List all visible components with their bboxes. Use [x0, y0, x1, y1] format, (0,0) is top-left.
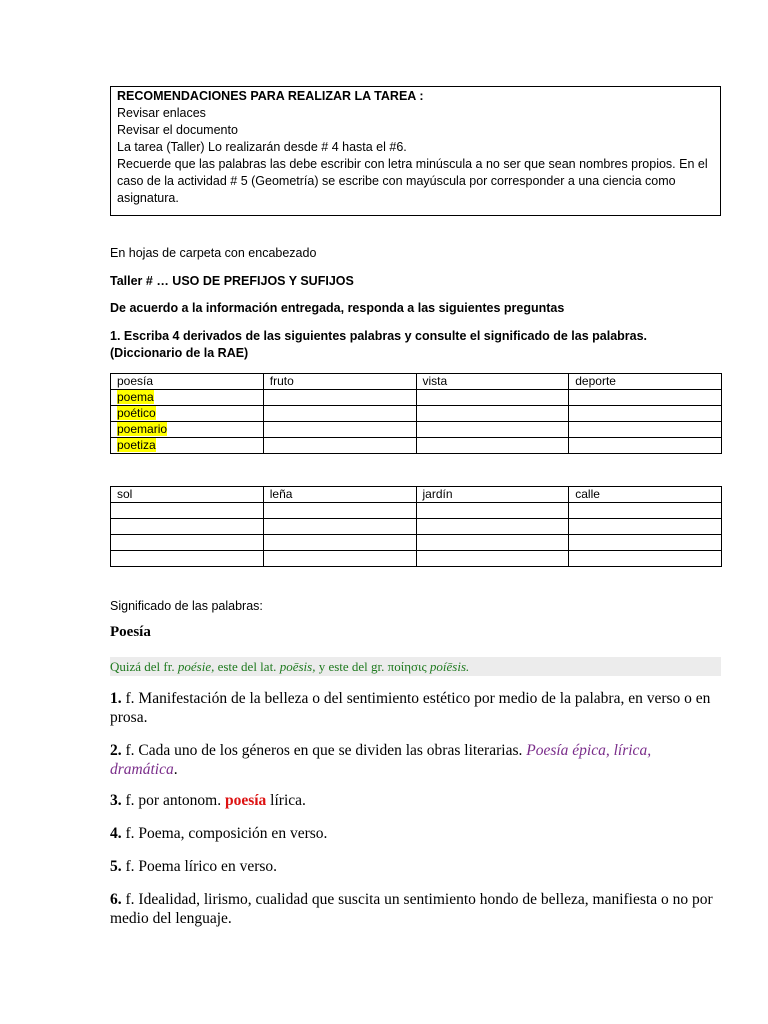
table-cell[interactable]	[111, 422, 264, 438]
table-cell[interactable]	[569, 519, 722, 535]
recommendations-box	[110, 86, 721, 216]
taller-title: Taller # … USO DE PREFIJOS Y SUFIJOS	[110, 274, 354, 288]
table-cell[interactable]	[416, 519, 569, 535]
table-header-cell: fruto	[263, 374, 416, 390]
definition-text: .	[173, 761, 178, 778]
table-cell[interactable]	[569, 551, 722, 567]
table-cell[interactable]	[569, 535, 722, 551]
table-header-cell: calle	[569, 487, 722, 503]
table-header-cell: sol	[111, 487, 264, 503]
definition-2	[110, 741, 722, 779]
table-cell[interactable]	[111, 406, 264, 422]
table-cell[interactable]	[111, 551, 264, 567]
table-header-row	[111, 487, 722, 503]
instruction-text: De acuerdo a la información entregada, responda a las siguientes preguntas	[110, 301, 565, 315]
table-cell[interactable]	[569, 438, 722, 454]
etym-text: y este del gr.	[315, 659, 388, 674]
definition-number: 5.	[110, 858, 122, 875]
table-cell[interactable]	[263, 390, 416, 406]
definition-number: 2.	[110, 742, 122, 759]
definition-number: 3.	[110, 792, 122, 809]
etym-word: poíēsis.	[426, 659, 470, 674]
table-cell[interactable]	[263, 551, 416, 567]
definition-text: f. Poema, composición en verso.	[121, 825, 328, 842]
table-header-cell: leña	[263, 487, 416, 503]
definition-1	[110, 689, 722, 727]
table-cell[interactable]	[111, 390, 264, 406]
table-header-cell: jardín	[416, 487, 569, 503]
table-cell[interactable]	[416, 422, 569, 438]
table-cell[interactable]	[263, 535, 416, 551]
etym-text: este del lat.	[214, 659, 280, 674]
table-cell[interactable]	[416, 503, 569, 519]
table-cell[interactable]	[569, 390, 722, 406]
table-cell[interactable]	[263, 519, 416, 535]
derivatives-table-1	[110, 373, 722, 454]
recommendation-item: Revisar enlaces	[117, 106, 206, 120]
definition-5	[110, 857, 722, 876]
table-row	[111, 503, 722, 519]
definition-text: f. Cada uno de los géneros en que se dividen las obras literarias.	[121, 742, 527, 759]
recommendations-heading: RECOMENDACIONES PARA REALIZAR LA TAREA :	[117, 89, 424, 103]
table-cell[interactable]	[111, 438, 264, 454]
recommendation-item: Recuerde que las palabras las debe escribir con letra minúscula a no ser que sean nombres propios. En el caso de la actividad # 5 (Geometría) se escribe con mayúscula por corresponder a una ciencia como asignatura.	[117, 157, 708, 205]
table-cell[interactable]	[263, 422, 416, 438]
table-row	[111, 390, 722, 406]
definition-example: Poesía épica, lírica, dramática	[110, 742, 652, 778]
definition-highlight: poesía	[224, 792, 267, 809]
definition-number: 6.	[110, 891, 122, 908]
table-header-cell: vista	[416, 374, 569, 390]
definition-text: f. Manifestación de la belleza o del sentimiento estético por medio de la palabra, en verso o en prosa.	[110, 690, 711, 726]
definition-text: lírica.	[266, 792, 306, 809]
table-cell[interactable]	[416, 551, 569, 567]
etym-word: poēsis,	[279, 659, 316, 674]
table-cell[interactable]	[263, 406, 416, 422]
highlighted-word: poetiza	[117, 438, 156, 452]
definition-6	[110, 890, 722, 928]
significado-label: Significado de las palabras:	[110, 599, 263, 613]
question-1: 1. Escriba 4 derivados de las siguientes palabras y consulte el significado de las palabras. (Diccionario de la RAE)	[110, 329, 648, 360]
table-cell[interactable]	[569, 406, 722, 422]
table-cell[interactable]	[416, 406, 569, 422]
table-header-row	[111, 374, 722, 390]
highlighted-word: poema	[117, 390, 154, 404]
table-cell[interactable]	[416, 438, 569, 454]
table-cell[interactable]	[111, 503, 264, 519]
table-row	[111, 438, 722, 454]
definition-text: f. por antonom.	[121, 792, 225, 809]
table-row	[111, 535, 722, 551]
definition-4	[110, 824, 722, 843]
table-cell[interactable]	[263, 438, 416, 454]
definition-number: 4.	[110, 825, 122, 842]
highlighted-word: poético	[117, 406, 156, 420]
table-cell[interactable]	[416, 390, 569, 406]
etym-text: Quizá del fr.	[110, 659, 178, 674]
table-row	[111, 422, 722, 438]
table-row	[111, 406, 722, 422]
etym-word: poésie,	[177, 659, 215, 674]
table-header-cell: deporte	[569, 374, 722, 390]
recommendation-item: Revisar el documento	[117, 123, 238, 137]
table-cell[interactable]	[569, 503, 722, 519]
table-cell[interactable]	[111, 519, 264, 535]
definition-text: f. Idealidad, lirismo, cualidad que suscita un sentimiento hondo de belleza, manifiesta o no por medio del lenguaje.	[110, 891, 713, 927]
table-row	[111, 519, 722, 535]
table-cell[interactable]	[263, 503, 416, 519]
highlighted-word: poemario	[117, 422, 168, 436]
derivatives-table-2	[110, 486, 722, 567]
etymology	[110, 657, 721, 676]
table-cell[interactable]	[416, 535, 569, 551]
intro-line: En hojas de carpeta con encabezado	[110, 246, 317, 260]
definition-number: 1.	[110, 690, 122, 707]
definition-text: f. Poema lírico en verso.	[121, 858, 278, 875]
recommendation-item: La tarea (Taller) Lo realizarán desde # 4 hasta el #6.	[117, 140, 407, 154]
table-header-cell: poesía	[111, 374, 264, 390]
etym-greek-word: ποίησις	[387, 659, 427, 674]
entry-title: Poesía	[110, 624, 151, 640]
table-cell[interactable]	[111, 535, 264, 551]
table-cell[interactable]	[569, 422, 722, 438]
table-row	[111, 551, 722, 567]
definition-3	[110, 791, 722, 810]
